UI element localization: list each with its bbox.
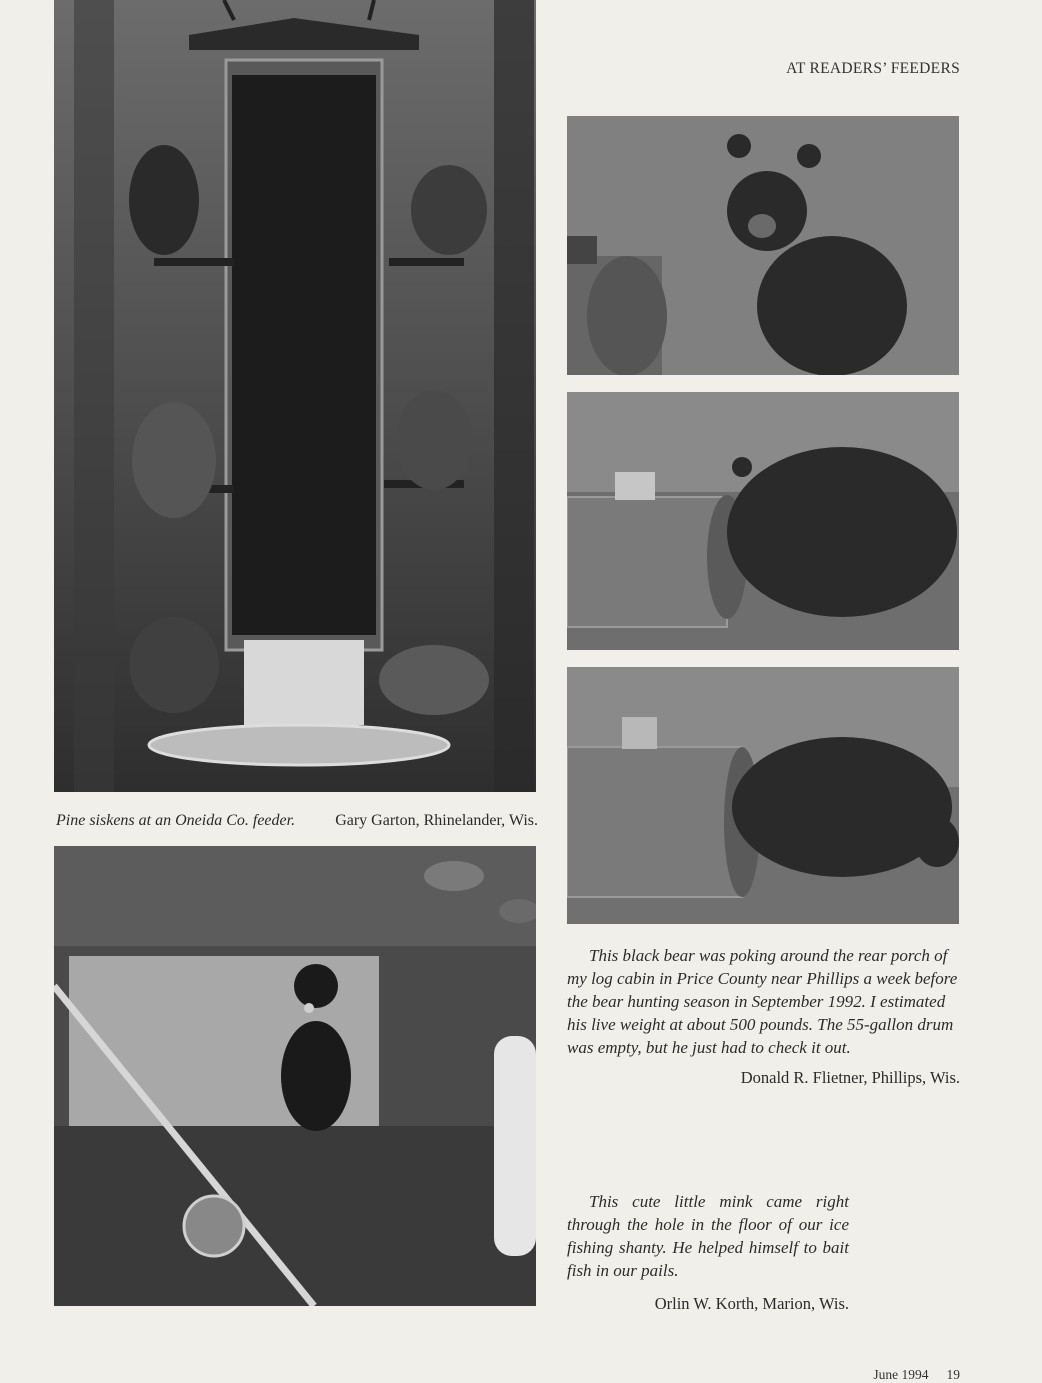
- bear-story-credit: Donald R. Flietner, Phillips, Wis.: [740, 1068, 960, 1087]
- mink-story-credit: Orlin W. Korth, Marion, Wis.: [654, 1294, 849, 1313]
- siskins-credit: Gary Garton, Rhinelander, Wis.: [335, 812, 538, 829]
- bear-photo-1: [567, 116, 959, 375]
- page-number: 19: [946, 1367, 960, 1382]
- siskins-feeder-photo: [54, 0, 536, 792]
- page-footer: [873, 1367, 960, 1383]
- siskins-caption: [56, 812, 538, 830]
- section-header: AT READERS’ FEEDERS: [786, 60, 960, 77]
- mink-story-text: This cute little mink came right through the hole in the floor of our ice fishing shanty. He helped himself to bait fish in our pails.: [567, 1192, 849, 1280]
- bear-photo-3: [567, 667, 959, 924]
- bear-photo-2: [567, 392, 959, 650]
- bear-story-text: This black bear was poking around the rear porch of my log cabin in Price County near Phillips a week before the bear hunting season in September 1992. I estimated his live weight at about 500 pounds. The 55-gallon drum was empty, but he just had to check it out.: [567, 946, 958, 1057]
- issue-date: June 1994: [873, 1367, 929, 1382]
- siskins-caption-text: Pine siskens at an Oneida Co. feeder.: [56, 812, 296, 829]
- mink-photo: [54, 846, 536, 1306]
